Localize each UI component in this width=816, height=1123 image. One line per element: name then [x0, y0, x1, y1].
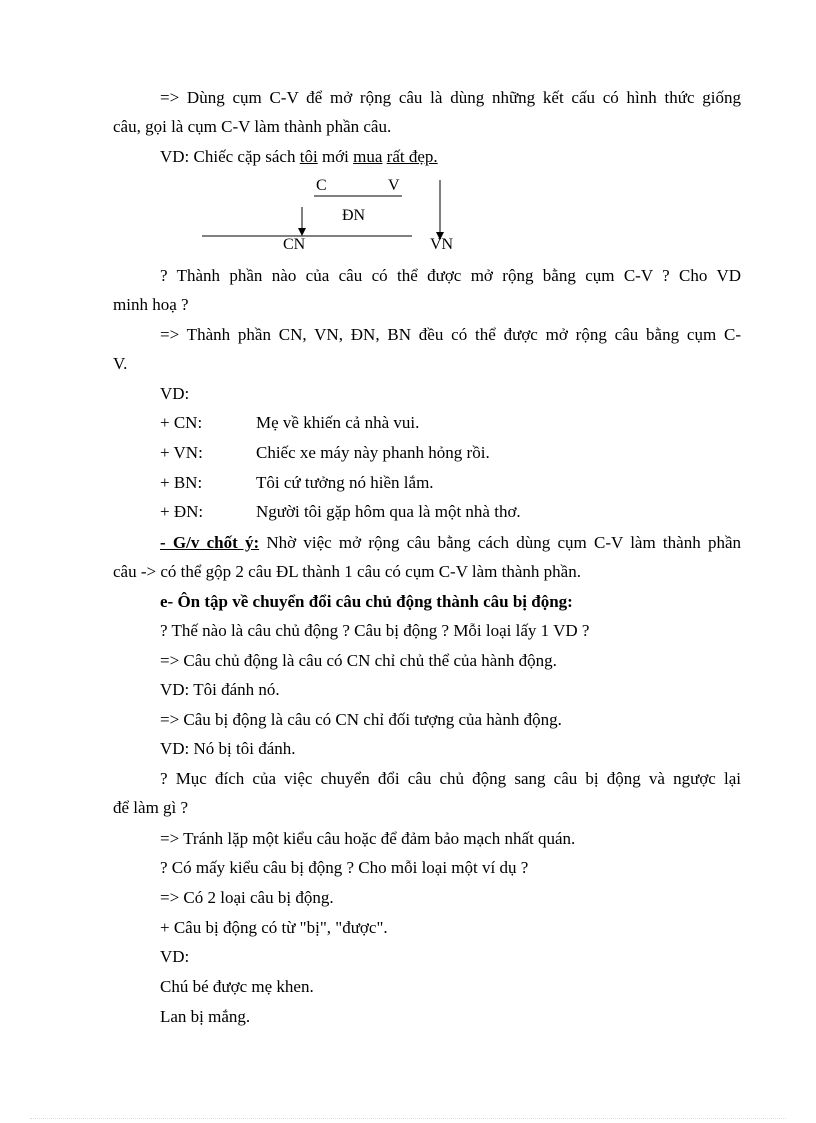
diagram-label-v: V — [388, 177, 400, 194]
example-label: + ĐN: — [160, 502, 204, 521]
section-heading: e- Ôn tập về chuyển đổi câu chủ động thành câu bị động: — [160, 592, 573, 611]
diagram-label-c: C — [316, 177, 327, 194]
example-item — [160, 473, 660, 493]
underlined-word: rất đẹp. — [386, 147, 438, 166]
text-line: Chú bé được mẹ khen. — [160, 977, 314, 996]
example-text: Mẹ về khiến cả nhà vui. — [256, 413, 420, 432]
text-line: VD: Tôi đánh nó. — [160, 680, 280, 699]
question-line: ? Mục đích của việc chuyển đổi câu chủ động sang câu bị động và ngược lại — [160, 769, 741, 788]
conclusion-text: Nhờ việc mở rộng câu bằng cách dùng cụm C-V làm thành phần — [259, 533, 741, 552]
paragraph-line: câu, gọi là cụm C-V làm thành phần câu. — [113, 117, 392, 136]
conclusion-heading: - G/v chốt ý: — [160, 533, 260, 552]
answer-line: => Thành phần CN, VN, ĐN, BN đều có thể được mở rộng câu bằng cụm C- — [160, 325, 741, 344]
text-line: => Câu chủ động là câu có CN chỉ chủ thể của hành động. — [160, 651, 557, 670]
text-line: ? Có mấy kiểu câu bị động ? Cho mỗi loại một ví dụ ? — [160, 858, 529, 877]
question-line: ? Thành phần nào của câu có thể được mở rộng bằng cụm C-V ? Cho VD — [160, 266, 741, 285]
diagram-label-cn: CN — [283, 236, 306, 253]
diagram-label-vn: VN — [430, 236, 454, 253]
text-line: + Câu bị động có từ "bị", "được". — [160, 918, 388, 937]
example-label: + VN: — [160, 443, 203, 462]
example-label: + CN: — [160, 413, 203, 432]
answer-line: V. — [113, 354, 128, 373]
text-line: VD: Nó bị tôi đánh. — [160, 739, 296, 758]
text-line: VD: — [160, 947, 190, 966]
diagram-label-dn: ĐN — [342, 207, 366, 224]
example-text: Chiếc xe máy này phanh hỏng rồi. — [256, 443, 490, 462]
question-line: minh hoạ ? — [113, 295, 189, 314]
example-sentence — [160, 147, 438, 167]
conclusion-line: câu -> có thể gộp 2 câu ĐL thành 1 câu có cụm C-V làm thành phần. — [113, 562, 581, 581]
example-item — [160, 502, 660, 522]
example-text: Người tôi gặp hôm qua là một nhà thơ. — [256, 502, 521, 521]
sentence-diagram — [190, 172, 490, 262]
example-label: + BN: — [160, 473, 203, 492]
page-bottom-divider — [30, 1118, 786, 1119]
text-line: Lan bị mắng. — [160, 1007, 251, 1026]
cn-arrow-head — [298, 228, 306, 236]
conclusion-line — [160, 533, 741, 553]
text-line: => Câu bị động là câu có CN chỉ đối tượng của hành động. — [160, 710, 562, 729]
example-text: Tôi cứ tưởng nó hiền lắm. — [256, 473, 434, 492]
example-item — [160, 443, 660, 463]
underlined-word: tôi — [299, 147, 318, 166]
example-item — [160, 413, 660, 433]
text-line: => Có 2 loại câu bị động. — [160, 888, 334, 907]
paragraph-line: => Dùng cụm C-V để mở rộng câu là dùng những kết cấu có hình thức giống — [160, 88, 741, 107]
text-line: => Tránh lặp một kiểu câu hoặc để đảm bảo mạch nhất quán. — [160, 829, 576, 848]
vd-label: VD: — [160, 384, 190, 403]
example-text: mới — [317, 147, 354, 166]
text-line: ? Thế nào là câu chủ động ? Câu bị động ? Mỗi loại lấy 1 VD ? — [160, 621, 590, 640]
question-line: để làm gì ? — [113, 798, 189, 817]
example-prefix: VD: Chiếc cặp sách — [160, 147, 300, 166]
underlined-word: mua — [353, 147, 383, 166]
